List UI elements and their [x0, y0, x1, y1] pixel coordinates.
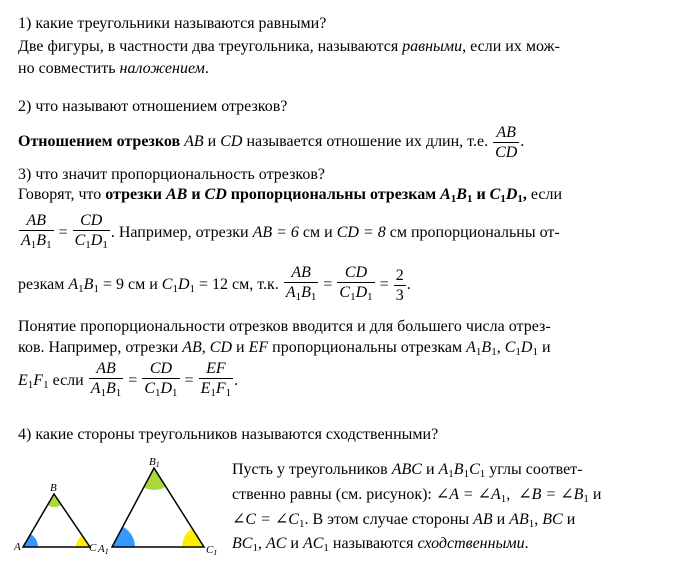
t: 1 — [85, 239, 91, 252]
text: Говорят, что — [18, 186, 106, 203]
t — [284, 282, 319, 306]
t: 1 — [491, 346, 497, 358]
t: B — [149, 456, 156, 468]
t: ственно равны (см. рисунок): — [232, 486, 436, 503]
t: B — [301, 284, 311, 302]
t: . В этом случае стороны — [304, 511, 474, 528]
fraction — [89, 360, 124, 402]
t — [89, 378, 124, 402]
t: AB — [182, 339, 202, 356]
t: D — [355, 284, 368, 302]
q4-line-2: ственно равны (см. рисунок): ∠A = ∠A1, ∠B = ∠B1 и — [232, 486, 602, 505]
text: , — [522, 186, 527, 203]
text: . — [204, 60, 209, 77]
text: . — [520, 133, 525, 150]
t: 1 — [323, 542, 329, 554]
fraction-numerator: CD — [80, 212, 103, 230]
equals-sign: = — [184, 372, 194, 389]
text: если — [526, 186, 563, 203]
segment-letter: A — [440, 186, 451, 203]
text: , если их мож- — [462, 38, 560, 55]
t: B — [481, 339, 492, 356]
t: C — [144, 380, 155, 398]
t: AB — [96, 360, 116, 378]
t: D — [177, 276, 190, 293]
t: , — [257, 535, 266, 552]
t: 1 — [43, 379, 49, 391]
text: пропорциональны отрезкам — [226, 186, 441, 203]
t: B — [83, 276, 94, 293]
t: и — [492, 511, 510, 528]
subscript: 1 — [517, 193, 523, 205]
t: A — [438, 461, 449, 478]
question-4: 4) какие стороны треугольников называются сходственными? — [18, 426, 439, 443]
t: и — [562, 511, 576, 528]
t: D — [520, 339, 533, 356]
t: A — [21, 232, 31, 250]
t — [199, 378, 234, 402]
t: BC — [232, 535, 253, 552]
fraction-two-thirds — [394, 267, 406, 304]
t: 1 — [252, 542, 258, 554]
text: . — [406, 276, 411, 293]
t: 1 — [100, 387, 106, 400]
text: резкам — [18, 276, 69, 293]
equation: AB = 6 — [252, 224, 299, 241]
t: 1 — [448, 468, 454, 480]
question-1: 1) какие треугольники называются равными? — [18, 15, 327, 32]
t: AC — [265, 535, 287, 552]
t: B — [36, 232, 47, 250]
fraction — [337, 264, 374, 306]
subscript: 1 — [450, 193, 457, 205]
t: D — [90, 232, 103, 250]
t: и — [232, 339, 249, 356]
t: , — [534, 511, 543, 528]
q2-definition — [18, 122, 524, 162]
t: 1 — [463, 468, 470, 480]
t: ∠C = ∠C — [232, 511, 299, 528]
q1-answer-line-1 — [18, 37, 560, 57]
equation: CD = 8 — [336, 224, 386, 241]
t: D — [160, 380, 173, 398]
fraction — [19, 212, 54, 254]
t: E — [200, 380, 211, 398]
fraction-numerator: AB — [496, 123, 516, 141]
t: если — [48, 372, 84, 389]
segment-letter: B — [456, 186, 467, 203]
t: 3 — [395, 286, 404, 304]
t: 1 — [515, 346, 521, 358]
t: и — [588, 486, 602, 503]
segment-ab: AB — [184, 133, 204, 150]
t: C — [469, 461, 480, 478]
text: и — [203, 133, 221, 150]
t: 1 — [154, 387, 161, 400]
question-3: 3) что значит пропорциональность отрезков? — [18, 166, 325, 183]
t: A — [466, 339, 476, 356]
t: A — [90, 380, 101, 398]
fraction-denominator — [73, 230, 110, 254]
t: и — [286, 535, 303, 552]
t: ABC — [391, 461, 422, 478]
t: EF — [206, 360, 226, 378]
subscript: 1 — [500, 193, 506, 205]
segment-cd: CD — [220, 133, 243, 150]
t — [337, 282, 374, 306]
t: , — [496, 339, 505, 356]
t: A — [68, 276, 79, 293]
text: см, т.к. — [228, 276, 279, 293]
t: 1 — [115, 387, 122, 400]
t: 1 — [528, 518, 535, 530]
fraction — [142, 360, 179, 402]
term-similar: сходственными — [417, 535, 525, 552]
term-overlay: наложением — [119, 60, 205, 77]
t: C — [74, 232, 86, 250]
subscript: 1 — [466, 193, 473, 205]
t: 1 — [155, 460, 160, 469]
t: B — [106, 380, 116, 398]
value: = 9 — [98, 276, 124, 293]
equals-sign: = — [58, 224, 68, 241]
text: и — [187, 186, 205, 203]
t: BC — [542, 511, 563, 528]
t: C — [504, 339, 516, 356]
t: CD — [149, 360, 173, 378]
label-c: C — [89, 542, 97, 554]
t: 1 — [350, 291, 356, 304]
equals-sign: = — [379, 276, 389, 293]
t: 1 — [172, 387, 178, 400]
text: см пропорциональны от- — [385, 224, 560, 241]
fraction — [284, 264, 319, 306]
q4-line-1 — [232, 460, 582, 484]
fraction-ab-cd — [493, 124, 519, 161]
equals-sign: = — [323, 276, 333, 293]
t: 1 — [310, 291, 317, 304]
t: 1 — [475, 346, 482, 358]
t: 1 — [213, 548, 218, 557]
similar-triangles-figure — [14, 456, 229, 561]
q3-line-1 — [18, 185, 562, 209]
t: F — [33, 372, 44, 389]
t: 1 — [367, 291, 373, 304]
t: AB — [291, 264, 311, 282]
text: называется отношение их длин, т.е. — [242, 133, 489, 150]
q3-line-3 — [18, 260, 411, 314]
t: C — [206, 544, 214, 556]
t: 1 — [500, 493, 507, 505]
t: 2 — [395, 266, 404, 284]
term-ratio: Отношением отрезков — [18, 133, 181, 150]
t: 1 — [46, 239, 52, 252]
t: и — [421, 461, 439, 478]
t: C — [161, 276, 173, 293]
segment-letter: D — [505, 186, 518, 203]
value: = 12 — [195, 276, 229, 293]
t: CD — [344, 264, 368, 282]
q3-line-4: Понятие пропорциональности отрезков вводится и для большего числа отрез- — [18, 318, 551, 335]
equals-sign: = — [128, 372, 138, 389]
t: 1 — [102, 239, 108, 252]
angle-c1-fill — [182, 525, 226, 561]
label-a: A — [14, 541, 21, 553]
q1-answer-line-2 — [18, 59, 209, 79]
t: B — [453, 461, 464, 478]
fraction — [73, 212, 110, 254]
fraction-denominator — [19, 230, 54, 254]
label-b1 — [149, 456, 160, 469]
t: 1 — [225, 387, 232, 400]
text: и — [472, 186, 490, 203]
text: см и — [298, 224, 337, 241]
t: называются — [328, 535, 418, 552]
t: 1 — [93, 283, 99, 295]
t: EF — [248, 339, 269, 356]
t: ∠B = ∠B — [518, 486, 584, 503]
t: 1 — [189, 283, 195, 295]
t: 1 — [479, 468, 486, 480]
t: и — [537, 339, 551, 356]
t: A — [285, 284, 296, 302]
t: , — [201, 339, 210, 356]
label-a1 — [97, 543, 109, 556]
text: но совместить — [18, 60, 120, 77]
t: 1 — [583, 493, 589, 505]
segment-ab: AB — [165, 186, 188, 203]
q3-line-6 — [18, 356, 238, 410]
text: см и — [123, 276, 162, 293]
t: 1 — [532, 346, 538, 358]
segment-cd: CD — [204, 186, 227, 203]
q3-line-2 — [18, 208, 560, 258]
t: C — [339, 284, 351, 302]
t: 1 — [295, 291, 302, 304]
label-c1 — [206, 544, 217, 557]
q4-line-3 — [232, 510, 575, 534]
t: 1 — [27, 379, 34, 391]
t: 1 — [172, 283, 178, 295]
fraction-numerator: AB — [26, 212, 47, 230]
segment-letter: C — [489, 186, 501, 203]
t: F — [215, 380, 226, 398]
t: ∠A = ∠A — [435, 486, 501, 503]
t: E — [18, 372, 28, 389]
t: AC — [302, 535, 324, 552]
term-equal: равными — [402, 38, 463, 55]
text: ков. Например, отрезки — [18, 339, 183, 356]
fraction — [199, 360, 234, 402]
t: Пусть у треугольников — [232, 461, 392, 478]
t: 1 — [298, 518, 305, 530]
t: пропорциональны отрезкам — [268, 339, 467, 356]
t: CD — [209, 339, 233, 356]
t: . — [524, 535, 529, 552]
t: 1 — [30, 239, 37, 252]
t: . — [234, 372, 239, 389]
fraction-denominator: CD — [495, 143, 518, 161]
t: A — [98, 543, 105, 555]
question-2: 2) что называют отношением отрезков? — [18, 98, 288, 115]
label-b: B — [50, 482, 57, 494]
t: AB — [509, 511, 529, 528]
t — [142, 378, 179, 402]
text: отрезки — [105, 186, 166, 203]
t: 1 — [104, 547, 109, 556]
t: 1 — [210, 387, 216, 400]
text: . Например, отрезки — [110, 224, 253, 241]
t: углы соответ- — [485, 461, 583, 478]
t: AB — [473, 511, 493, 528]
t: 1 — [78, 283, 84, 295]
q4-line-4 — [232, 534, 529, 558]
text: Две фигуры, в частности два треугольника, называются — [18, 38, 403, 55]
